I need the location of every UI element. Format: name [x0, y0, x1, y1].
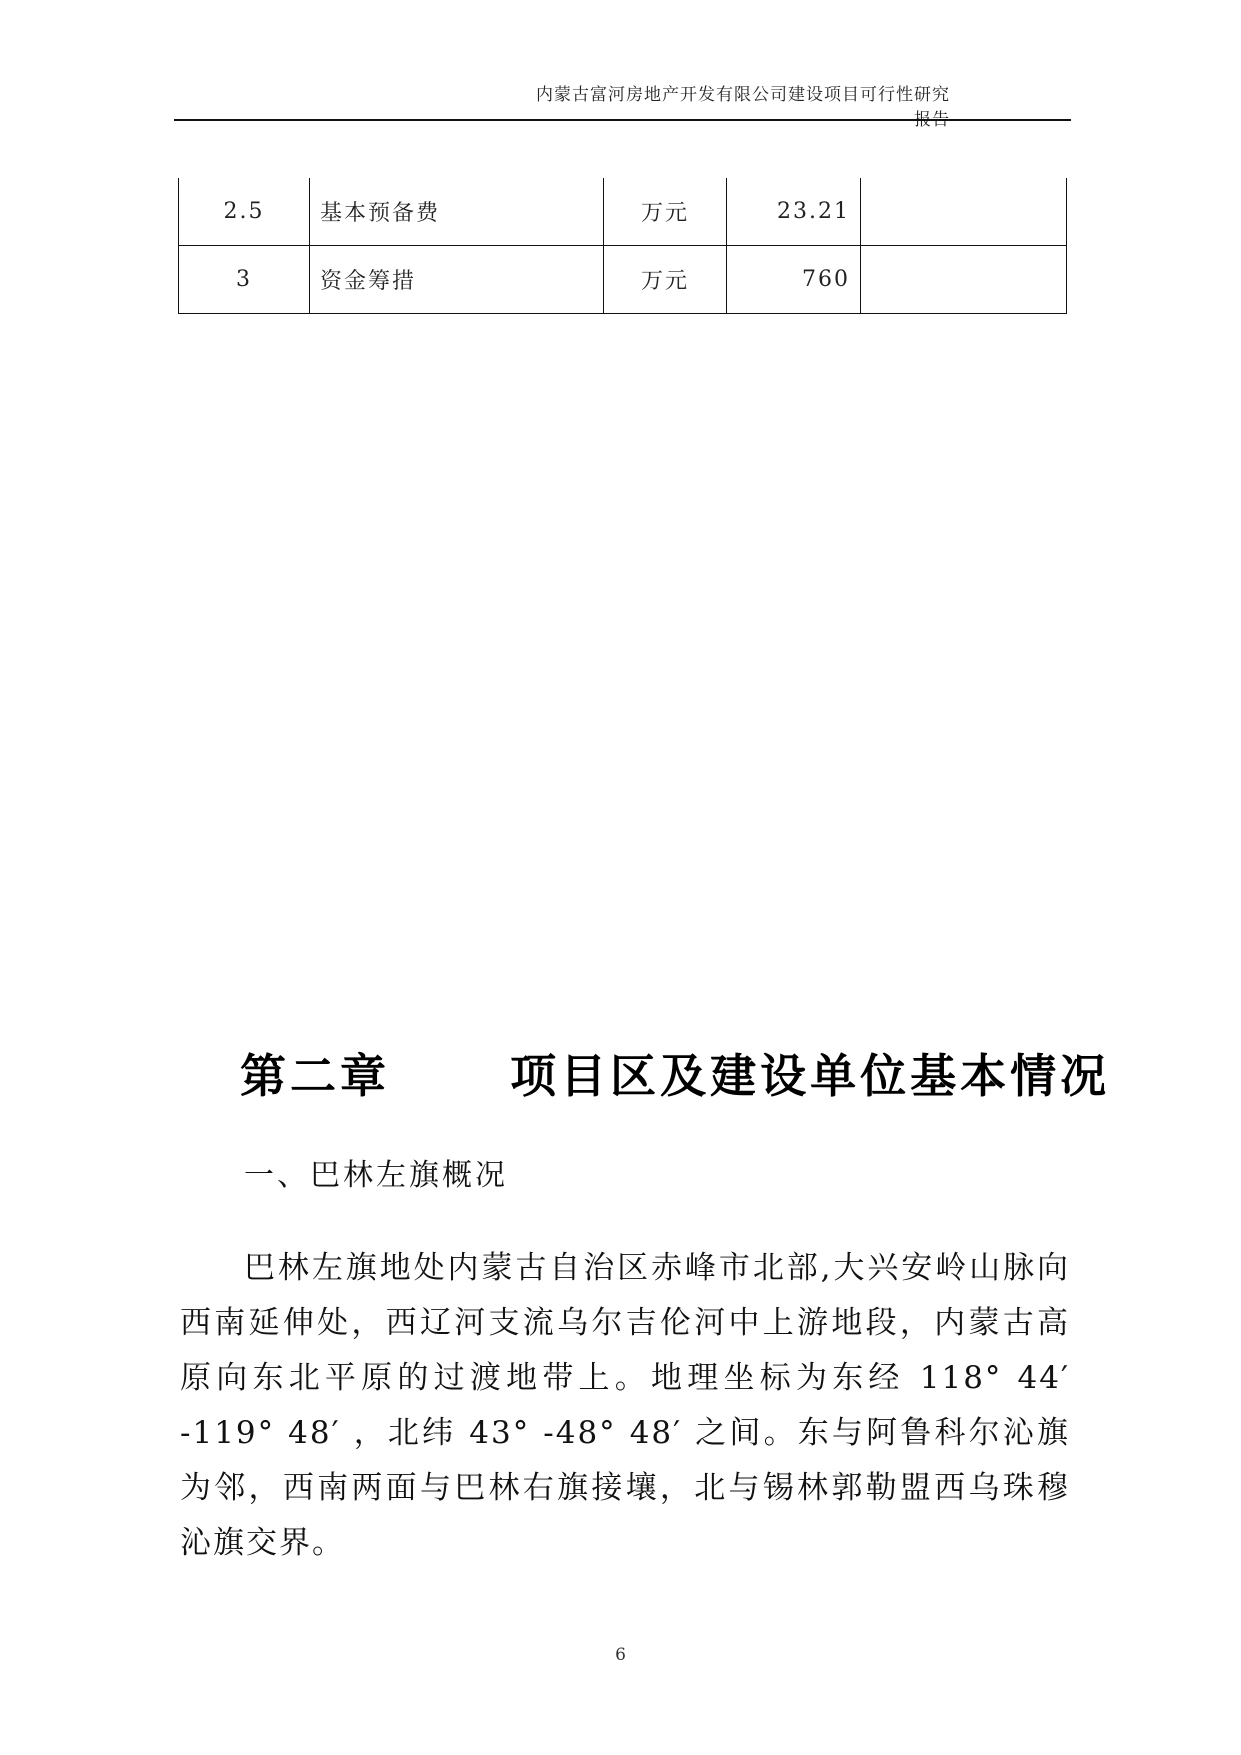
- chapter-title: 第二章 项目区及建设单位基本情况: [240, 1049, 1111, 1103]
- budget-table: [178, 178, 1067, 314]
- note-cell: [861, 178, 1067, 246]
- section-heading: 一、巴林左旗概况: [244, 1158, 508, 1193]
- amount-cell: 760: [727, 246, 861, 314]
- item-name-cell: 资金筹措: [310, 246, 604, 314]
- unit-cell: 万元: [604, 246, 727, 314]
- amount-cell: 23.21: [727, 178, 861, 246]
- row-number-cell: 2.5: [179, 178, 310, 246]
- running-header: 内蒙古富河房地产开发有限公司建设项目可行性研究报告: [536, 85, 950, 130]
- table-row: [179, 178, 1067, 246]
- table-row: [179, 246, 1067, 314]
- note-cell: [861, 246, 1067, 314]
- body-paragraph: 巴林左旗地处内蒙古自治区赤峰市北部,大兴安岭山脉向西南延伸处，西辽河支流乌尔吉伦河中上游地段，内蒙古高原向东北平原的过渡地带上。地理坐标为东经 118° 44′ -119° 48′ ，北纬 43° -48° 48′ 之间。东与阿鲁科尔沁旗为邻，西南两面与巴林右旗接壤，北与锡林郭勒盟西乌珠穆沁旗交界。: [180, 1250, 1070, 1561]
- header-divider: [174, 119, 1071, 121]
- item-name-cell: 基本预备费: [310, 178, 604, 246]
- row-number-cell: 3: [179, 246, 310, 314]
- unit-cell: 万元: [604, 178, 727, 246]
- page-number: 6: [615, 1645, 626, 1665]
